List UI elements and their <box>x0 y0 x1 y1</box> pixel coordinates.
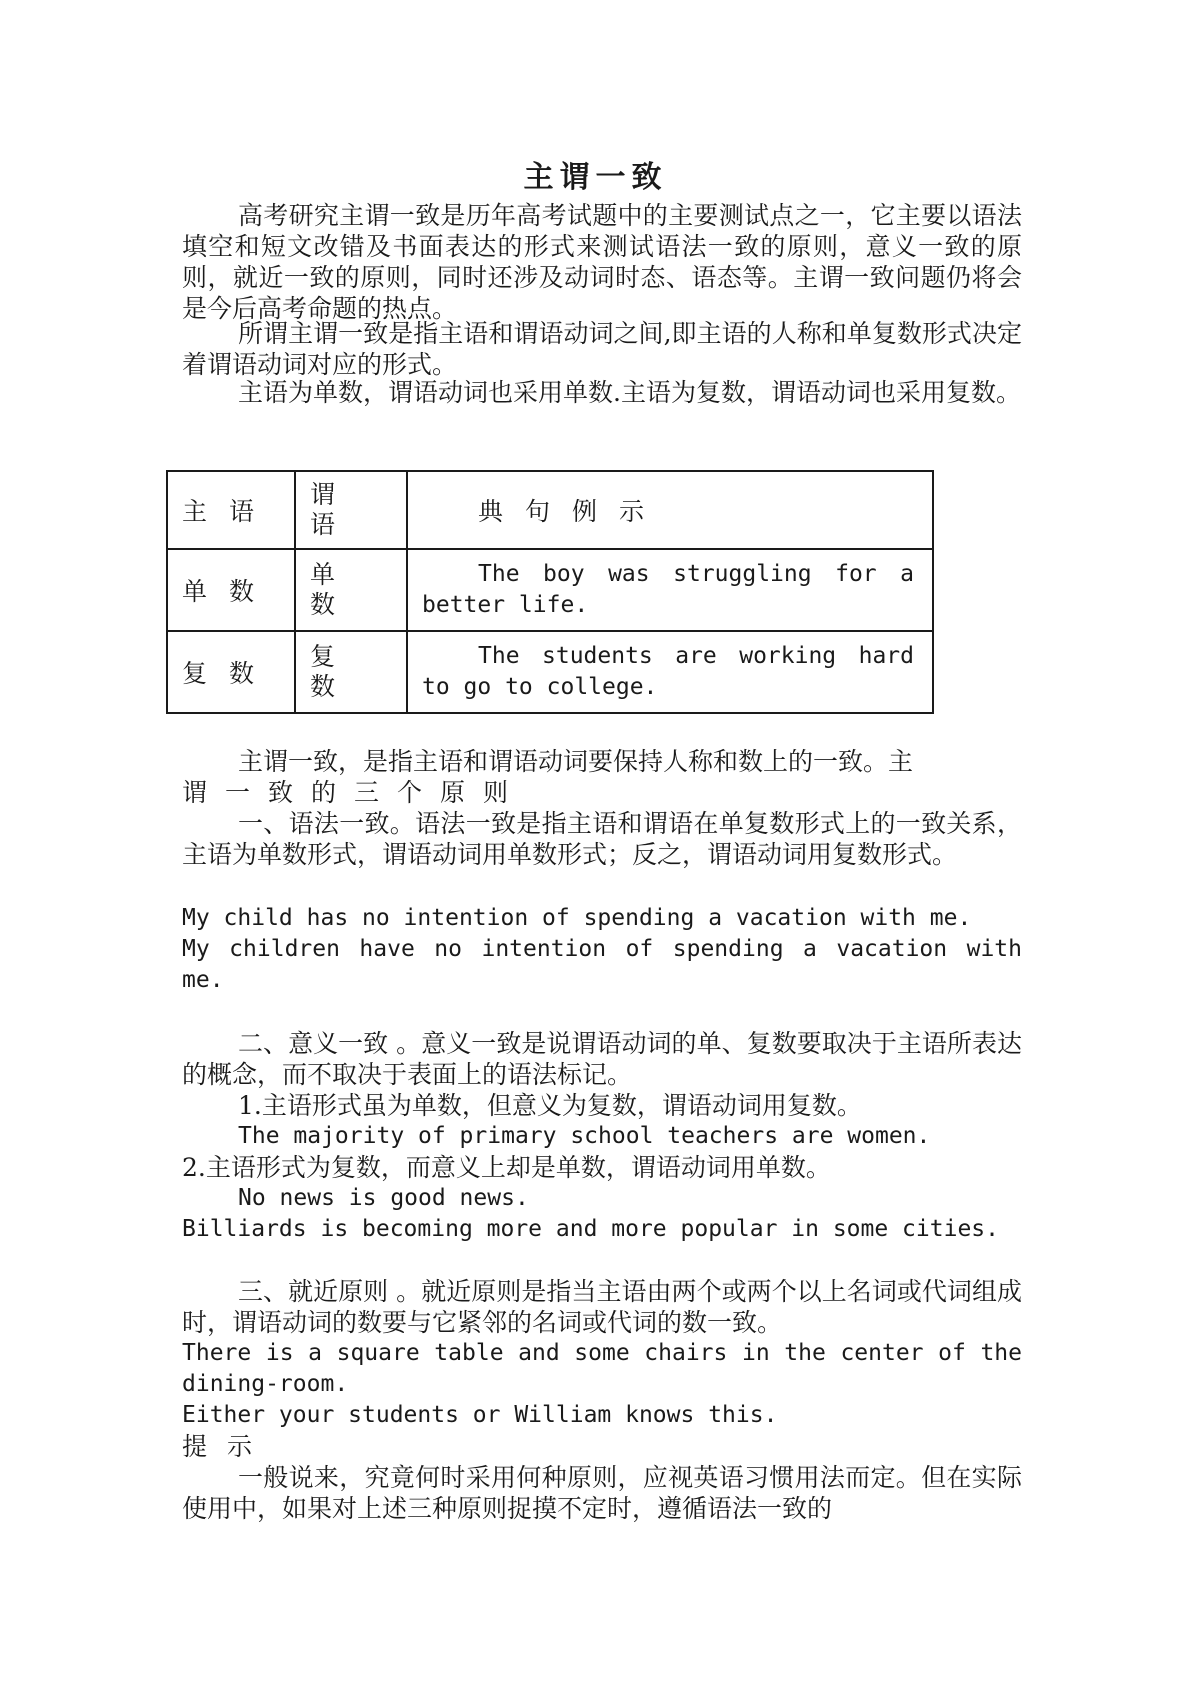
intro-paragraph-2: 所谓主谓一致是指主语和谓语动词之间,即主语的人称和单复数形式决定着谓语动词对应的形式。 <box>182 319 1022 379</box>
section-intro-line-2: 谓一致的三个原则 <box>182 778 527 807</box>
section-intro-line-1: 主谓一致，是指主语和谓语动词要保持人称和数上的一致。主 <box>238 747 914 776</box>
rule2-sub1-example: The majority of primary school teachers are women. <box>238 1123 931 1149</box>
cell-example: The boy was struggling for a better life. <box>407 549 933 631</box>
table-row <box>167 631 933 713</box>
cell-subject: 复数 <box>167 631 295 713</box>
agreement-table <box>166 470 934 714</box>
rule3-text: 三、就近原则 。就近原则是指当主语由两个或两个以上名词或代词组成时，谓语动词的数要与它紧邻的名词或代词的数一致。 <box>182 1277 1022 1337</box>
cell-predicate: 单数 <box>295 549 407 631</box>
rule3-example-1: There is a square table and some chairs in the center of the dining-room. <box>182 1340 1036 1397</box>
intro-paragraph-1: 高考研究主谓一致是历年高考试题中的主要测试点之一，它主要以语法填空和短文改错及书面表达的形式来测试语法一致的原则，意义一致的原则，就近一致的原则，同时还涉及动词时态、语态等。主谓一致问题仍将会是今后高考命题的热点。 <box>182 201 1022 323</box>
rule1-text: 一、语法一致。语法一致是指主语和谓语在单复数形式上的一致关系，主语为单数形式，谓语动词用单数形式；反之，谓语动词用复数形式。 <box>182 809 1022 869</box>
rule2-sub2: 2.主语形式为复数，而意义上却是单数，谓语动词用单数。 <box>182 1153 831 1182</box>
cell-example: The students are working hard to go to college. <box>407 631 933 713</box>
rule2-sub1: 1.主语形式虽为单数，但意义为复数，谓语动词用复数。 <box>238 1091 862 1120</box>
cell-subject: 单数 <box>167 549 295 631</box>
tip-label: 提示 <box>182 1432 273 1461</box>
cell-predicate: 复数 <box>295 631 407 713</box>
header-predicate: 谓语 <box>295 471 407 549</box>
rule2-text: 二、意义一致 。意义一致是说谓语动词的单、复数要取决于主语所表达的概念，而不取决于表面上的语法标记。 <box>182 1029 1022 1089</box>
header-subject: 主语 <box>167 471 295 549</box>
rule1-example-2: My children have no intention of spending a vacation with me. <box>182 936 1036 993</box>
table-row <box>167 549 933 631</box>
rule2-sub2-example-1: No news is good news. <box>238 1185 529 1211</box>
rule2-sub2-example-2: Billiards is becoming more and more popular in some cities. <box>182 1216 999 1242</box>
table-header-row <box>167 471 933 549</box>
rule3-example-2: Either your students or William knows this. <box>182 1402 778 1428</box>
rule1-example-1: My child has no intention of spending a vacation with me. <box>182 905 972 931</box>
page-title: 主谓一致 <box>523 160 668 195</box>
header-example: 典句例示 <box>407 471 933 549</box>
tip-text: 一般说来，究竟何时采用何种原则，应视英语习惯用法而定。但在实际使用中，如果对上述三种原则捉摸不定时，遵循语法一致的 <box>182 1463 1022 1523</box>
intro-paragraph-3: 主语为单数，谓语动词也采用单数.主语为复数，谓语动词也采用复数。 <box>238 378 1021 407</box>
